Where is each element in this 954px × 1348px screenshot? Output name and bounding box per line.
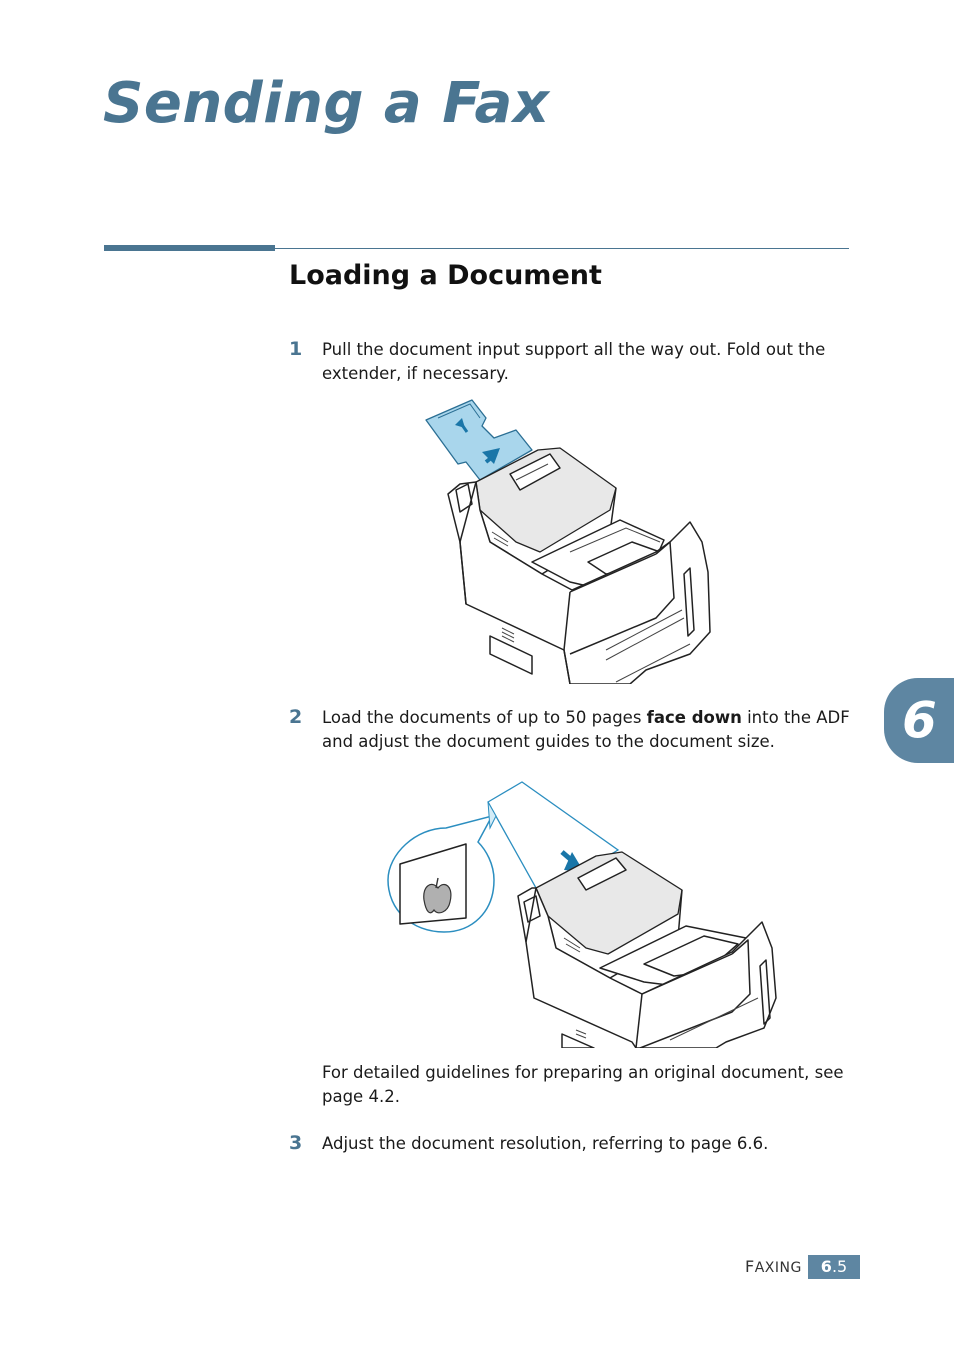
step-1-text: Pull the document input support all the way out. Fold out the extender, if necessary. bbox=[322, 340, 826, 383]
step-3-text: Adjust the document resolution, referring to page 6.6. bbox=[322, 1134, 769, 1153]
step-2-text-before: Load the documents of up to 50 pages bbox=[322, 708, 647, 727]
footer-page-number bbox=[808, 1255, 860, 1279]
step-1-number: 1 bbox=[289, 338, 303, 360]
note-text: For detailed guidelines for preparing an original document, see page 4.2. bbox=[322, 1063, 844, 1106]
step-2-text-bold: face down bbox=[646, 708, 742, 727]
section-rule-thin bbox=[275, 248, 849, 249]
footer-page-chapter: 6 bbox=[820, 1257, 832, 1276]
section-rule-thick bbox=[104, 245, 275, 251]
section-heading: Loading a Document bbox=[289, 260, 602, 291]
step-3-number: 3 bbox=[289, 1132, 303, 1154]
page-title: Sending a Fax bbox=[103, 71, 550, 136]
printer-input-support-illustration bbox=[420, 392, 720, 684]
step-2-text bbox=[322, 706, 852, 754]
printer-load-document-illustration bbox=[386, 772, 778, 1048]
step-2-number: 2 bbox=[289, 706, 303, 728]
chapter-tab-number: 6 bbox=[902, 691, 937, 749]
footer-label-rest: AXING bbox=[754, 1260, 802, 1276]
footer-label-initial: F bbox=[745, 1257, 755, 1276]
footer-chapter-label bbox=[745, 1255, 802, 1280]
step-2-text-after: into the ADF and adjust the document guides to the document size. bbox=[322, 708, 850, 751]
footer-page-rest: .5 bbox=[831, 1257, 848, 1276]
chapter-tab bbox=[884, 678, 954, 763]
